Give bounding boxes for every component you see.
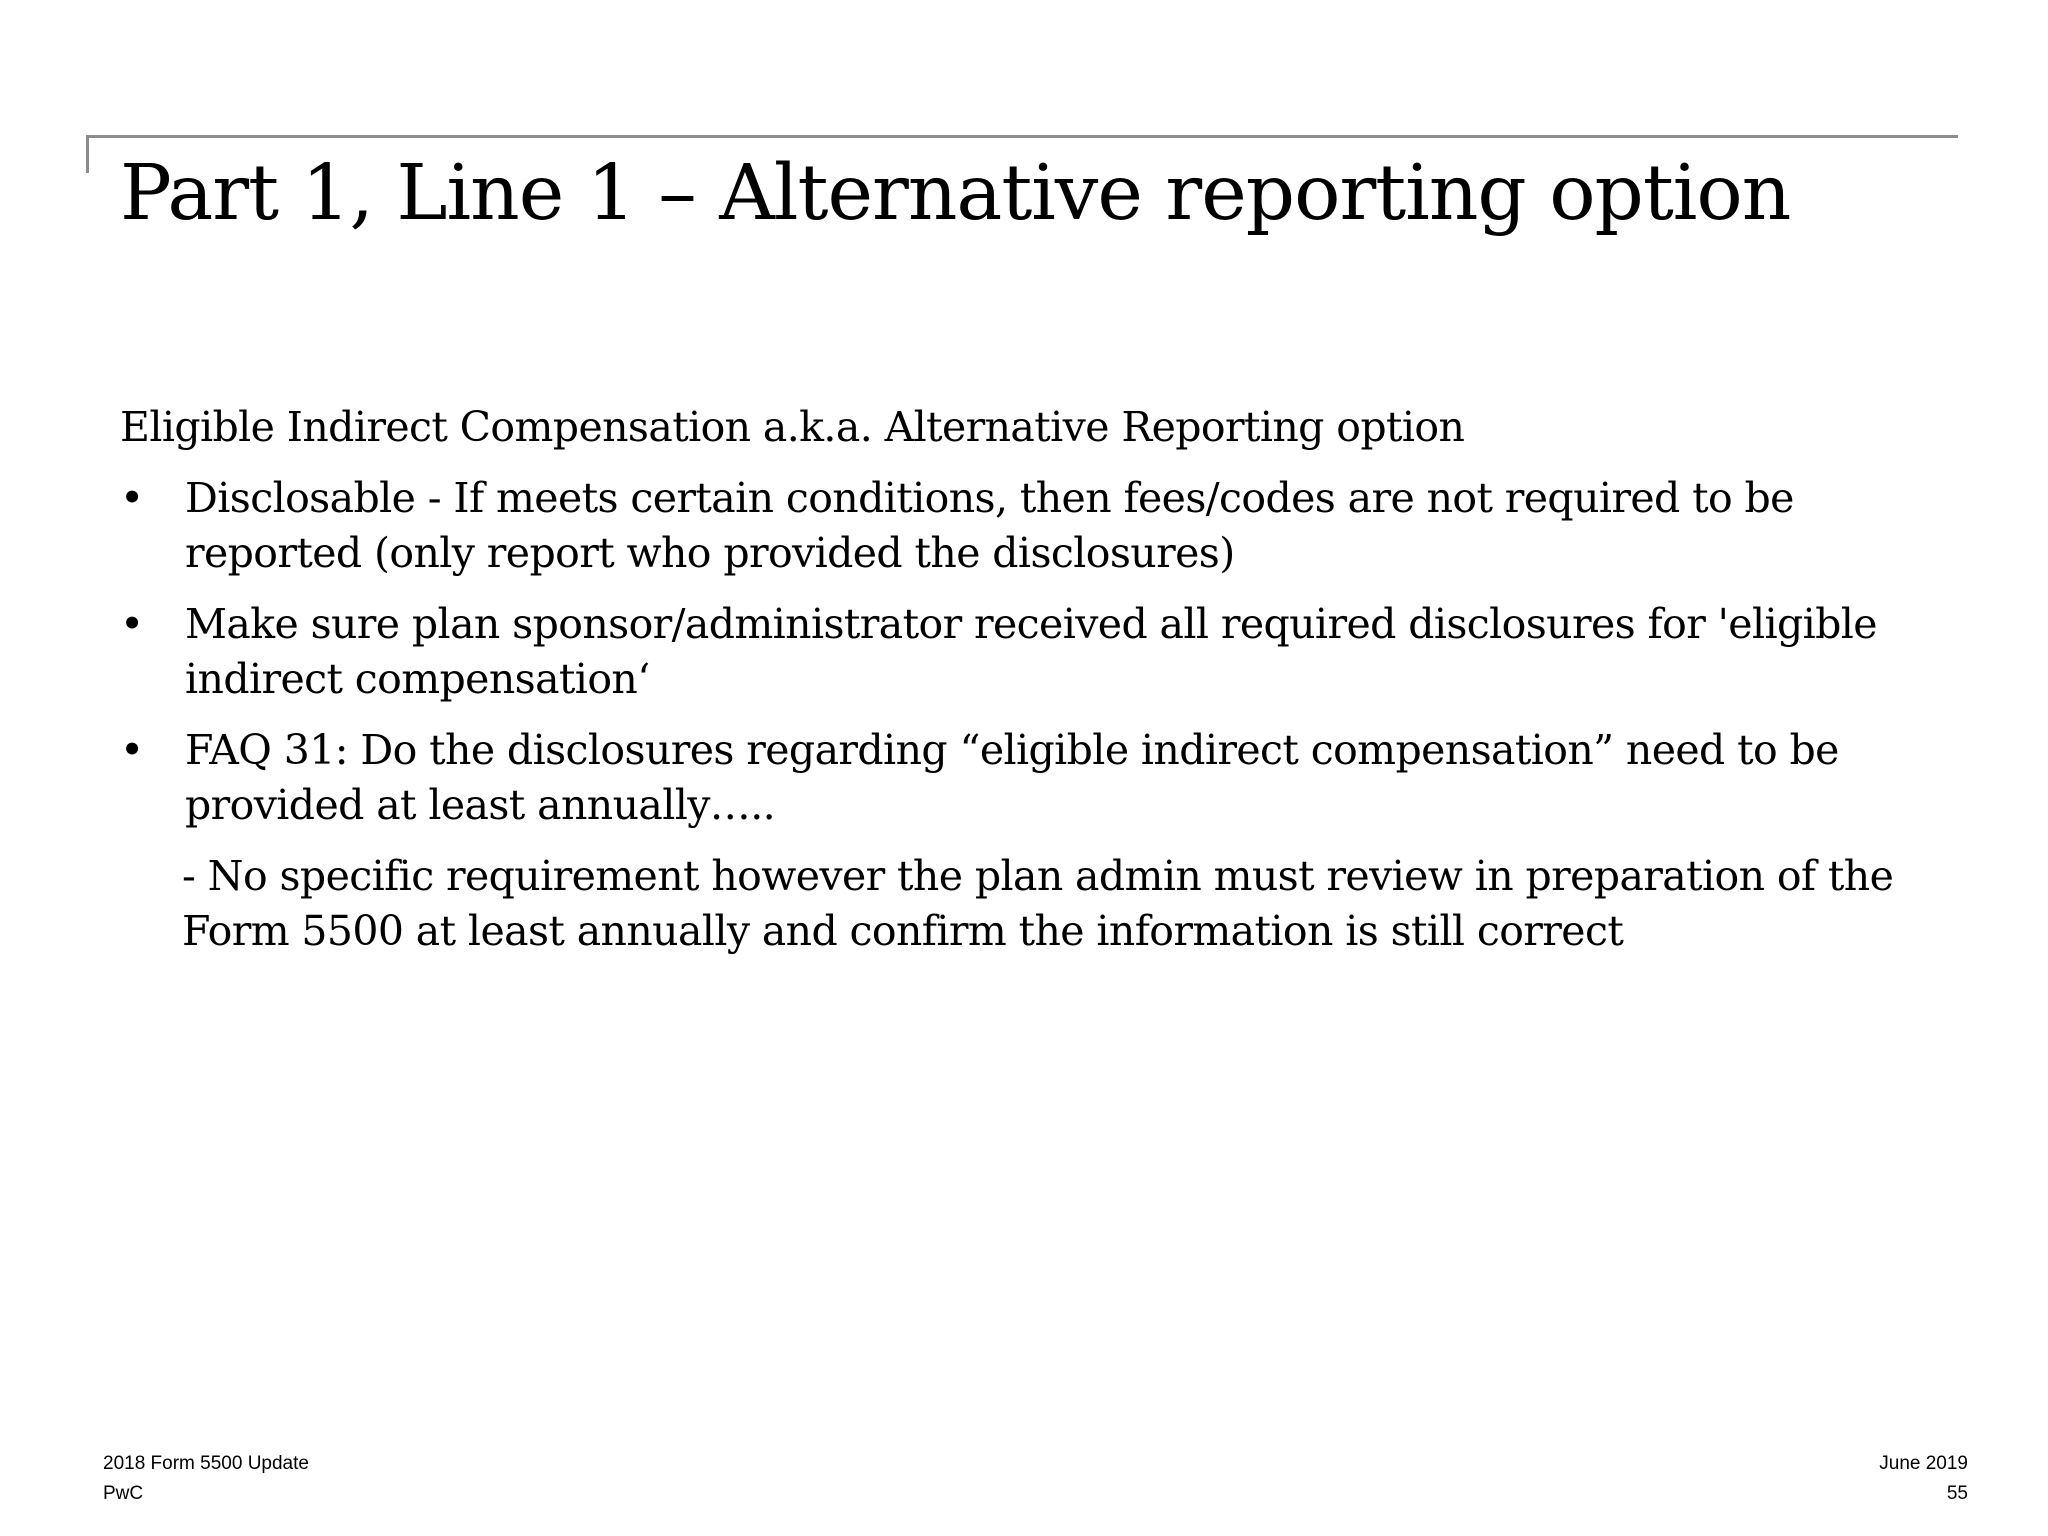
sub-note: - No specific requirement however the plan admin must review in preparation of the Form 5500 at least annually and confirm the information is still correct xyxy=(182,852,1894,955)
bullet-text: FAQ 31: Do the disclosures regarding “eligible indirect compensation” need to be provided at least annually….. xyxy=(185,726,1839,829)
footer-company: PwC xyxy=(103,1483,144,1504)
bullet-item xyxy=(120,471,1940,581)
slide-title: Part 1, Line 1 – Alternative reporting option xyxy=(120,149,1791,238)
bullet-dot-icon: • xyxy=(120,474,144,522)
footer-page-number: 55 xyxy=(1946,1483,1968,1504)
bullet-text: Disclosable - If meets certain conditions, then fees/codes are not required to be reported (only report who provided the disclosures) xyxy=(185,474,1794,577)
bullet-item xyxy=(120,723,1940,833)
title-frame-left-tick xyxy=(86,135,89,173)
bullet-dot-icon: • xyxy=(120,726,144,774)
bullet-text: Make sure plan sponsor/administrator received all required disclosures for 'eligible indirect compensation‘ xyxy=(185,600,1877,703)
bullet-dot-icon: • xyxy=(120,600,144,648)
intro-text: Eligible Indirect Compensation a.k.a. Alternative Reporting option xyxy=(120,403,1465,451)
bullet-list xyxy=(120,471,1940,833)
footer-presentation-title: 2018 Form 5500 Update xyxy=(103,1453,309,1474)
bullet-item xyxy=(120,597,1940,707)
footer-date: June 2019 xyxy=(1879,1453,1968,1474)
slide-body xyxy=(120,400,1940,959)
